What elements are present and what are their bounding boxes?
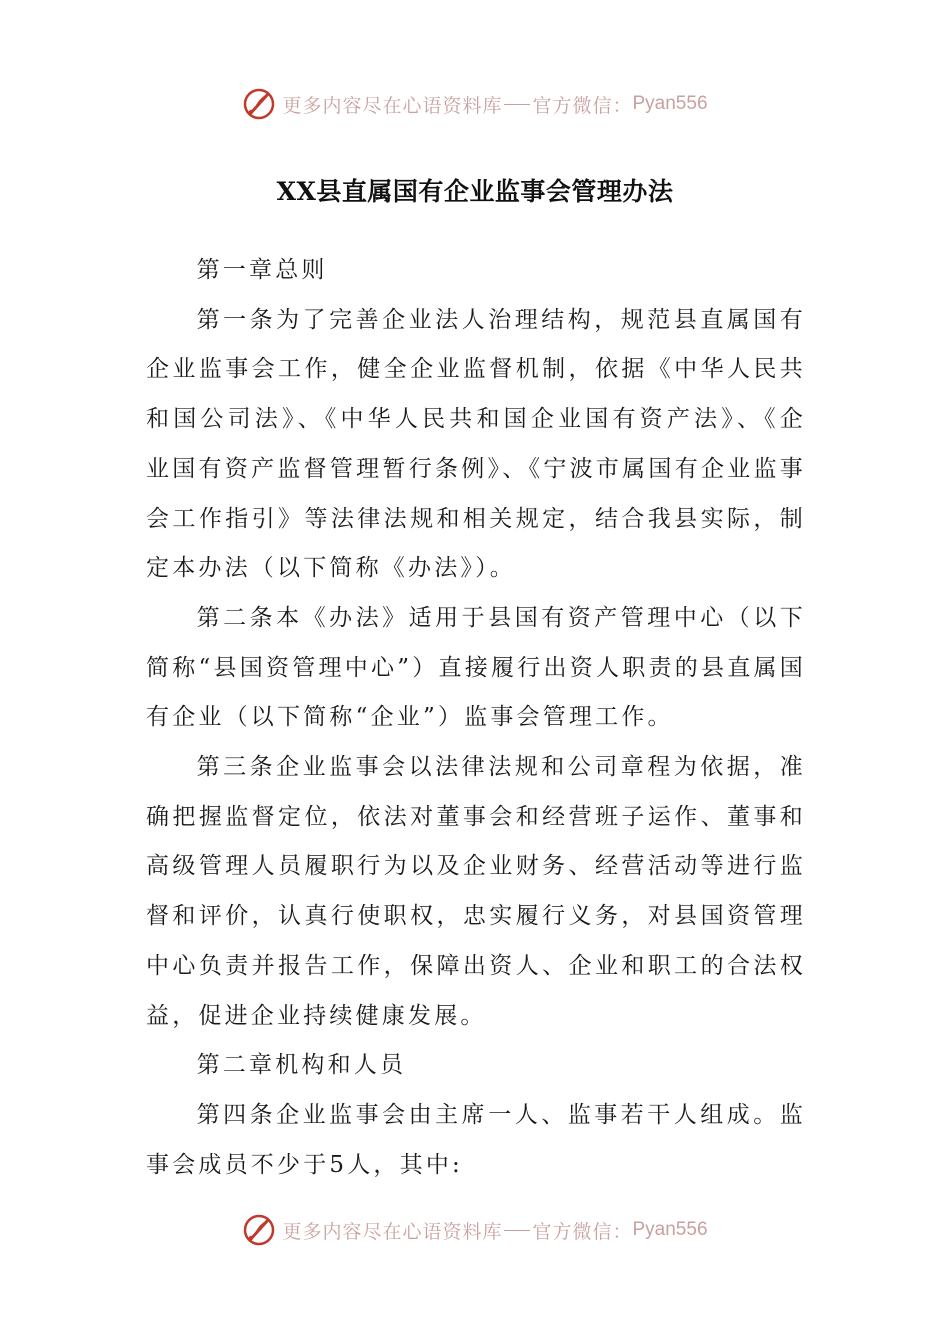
- quill-pen-logo-icon: [242, 87, 276, 121]
- article-paragraph: 第四条企业监事会由主席一人、监事若干人组成。监事会成员不少于5人，其中:: [146, 1101, 806, 1178]
- banner-suffix-text: 官方微信：: [532, 94, 633, 117]
- banner-dash: [504, 1230, 530, 1231]
- banner-suffix-text: 官方微信：: [532, 1220, 633, 1243]
- watermark-banner-top: [0, 84, 950, 124]
- banner-wechat-id: Pyan556: [632, 93, 708, 114]
- watermark-banner-bottom: [0, 1210, 950, 1250]
- chapter-heading: 第二章机构和人员: [196, 1052, 407, 1079]
- banner-dash: [504, 104, 530, 105]
- document-body: [146, 246, 806, 1190]
- article-paragraph: 第三条企业监事会以法律法规和公司章程为依据，准确把握监督定位，依法对董事会和经营班子运作、董事和高级管理人员履职行为以及企业财务、经营活动等进行监督和评价，认真行使职权，忠实履行义务，对县国资管理中心负责并报告工作，保障出资人、企业和职工的合法权益，促进企业持续健康发展。: [146, 754, 806, 1029]
- article-paragraph: 第二条本《办法》适用于县国有资产管理中心（以下简称“县国资管理中心”）直接履行出资人职责的县直属国有企业（以下简称“企业”）监事会管理工作。: [146, 604, 806, 731]
- document-title: XX县直属国有企业监事会管理办法: [276, 177, 674, 206]
- banner-main-text: 更多内容尽在心语资料库: [282, 94, 503, 117]
- chapter-heading: 第一章总则: [196, 257, 328, 283]
- quill-pen-logo-icon: [242, 1213, 276, 1247]
- banner-main-text: 更多内容尽在心语资料库: [282, 1220, 503, 1243]
- article-paragraph: 第一条为了完善企业法人治理结构，规范县直属国有企业监事会工作，健全企业监督机制，依据《中华人民共和国公司法》、《中华人民共和国企业国有资产法》、《企业国有资产监督管理暂行条例》、《宁波市属国有企业监事会工作指引》等法律法规和相关规定，结合我县实际，制定本办法（以下简称《办法》）。: [146, 306, 806, 582]
- banner-wechat-id: Pyan556: [632, 1219, 708, 1240]
